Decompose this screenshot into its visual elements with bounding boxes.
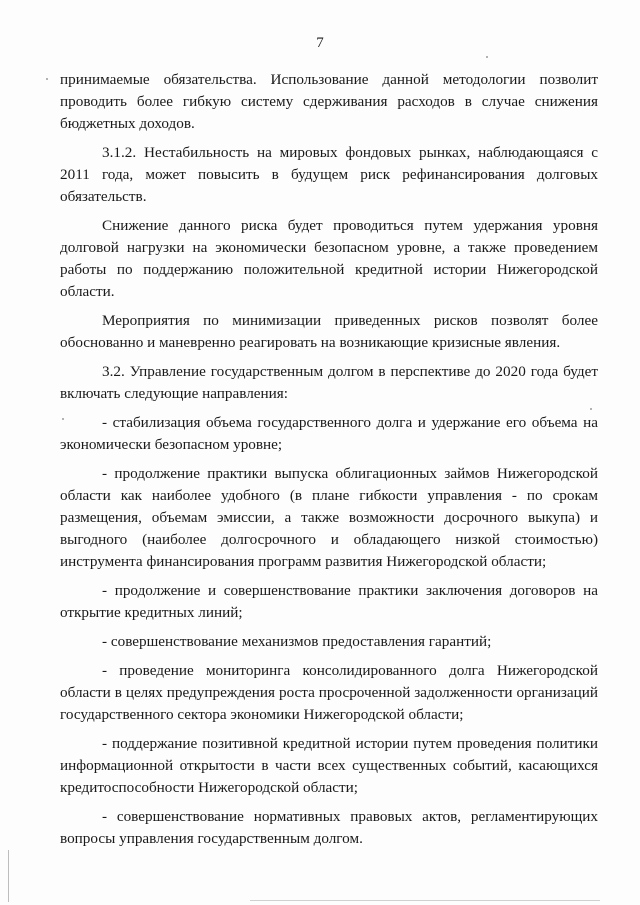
paragraph: Мероприятия по минимизации приведенных рисков позволят более обоснованно и маневренно реагировать на возникающие кризисные явления. — [60, 312, 598, 351]
list-item: - поддержание позитивной кредитной истории путем проведения политики информационной открытости в части всех существенных событий, касающихся кредитоспособности Нижегородской области; — [60, 735, 598, 796]
paragraph: Снижение данного риска будет проводиться путем удержания уровня долговой нагрузки на экономически безопасном уровне, а также проведением работы по поддержанию положительной кредитной истории Нижегородской области. — [60, 217, 598, 300]
list-item: - совершенствование механизмов предоставления гарантий; — [102, 633, 492, 650]
list-item: - продолжение и совершенствование практики заключения договоров на открытие кредитных линий; — [60, 582, 598, 621]
list-item: - продолжение практики выпуска облигационных займов Нижегородской области как наиболее удобного (в плане гибкости управления - по срокам размещения, объемам эмиссии, а также возможности досрочного выкупа) и выгодного (наиболее долгосрочного и обладающего низкой стоимостью) инструмента финансирования программ развития Нижегородской области; — [60, 465, 598, 570]
list-item: - проведение мониторинга консолидированного долга Нижегородской области в целях предупреждения роста просроченной задолженности организаций государственного сектора экономики Нижегородской области; — [60, 662, 598, 723]
document-body — [60, 69, 598, 857]
list-item: - совершенствование нормативных правовых актов, регламентирующих вопросы управления государственным долгом. — [60, 808, 598, 847]
paragraph: 3.2. Управление государственным долгом в перспективе до 2020 года будет включать следующие направления: — [60, 363, 598, 402]
paragraph: принимаемые обязательства. Использование данной методологии позволит проводить более гибкую систему сдерживания расходов в случае снижения бюджетных доходов. — [60, 71, 598, 132]
paragraph: 3.1.2. Нестабильность на мировых фондовых рынках, наблюдающаяся с 2011 года, может повысить в будущем риск рефинансирования долговых обязательств. — [60, 144, 598, 205]
scan-dot — [46, 78, 48, 80]
scan-dot — [486, 56, 488, 58]
scan-bottom-mark — [250, 900, 600, 901]
scan-dot — [62, 418, 64, 420]
page-number: 7 — [316, 35, 324, 51]
scan-edge-mark — [8, 850, 9, 902]
list-item: - стабилизация объема государственного долга и удержание его объема на экономически безопасном уровне; — [60, 414, 598, 453]
scan-dot — [590, 408, 592, 410]
